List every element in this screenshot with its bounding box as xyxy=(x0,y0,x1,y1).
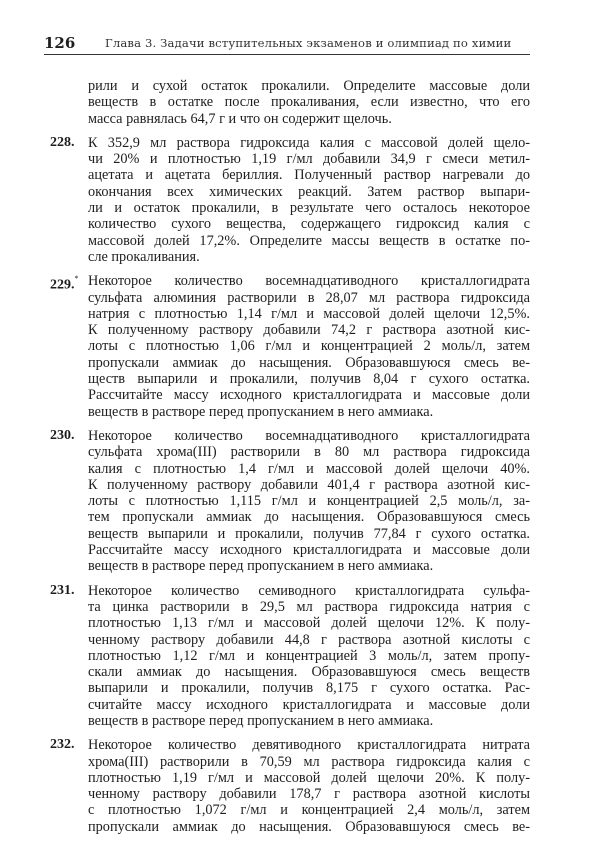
problem-number xyxy=(50,428,86,444)
text-line: веществ в растворе перед пропусканием в него аммиака. xyxy=(88,403,434,420)
text-line: Рассчитайте массу исходного кристаллогидрата и массовые доли xyxy=(88,542,530,559)
text-line: веществ выпарили и прокалили, получив 77,84 г сухого остатка. xyxy=(88,525,530,542)
problem-number-text: 231. xyxy=(50,582,75,598)
difficulty-mark: * xyxy=(74,274,79,284)
problem-number xyxy=(50,135,86,151)
problem-228 xyxy=(0,135,600,265)
text-line: массовой долей 17,2%. Определите массы веществ в остатке по- xyxy=(88,232,530,249)
text-line: пропускали аммиак до насыщения. Образовавшуюся смесь ве- xyxy=(88,818,530,835)
text-line: калия с плотностью 1,4 г/мл и массовой долей щелочи 40%. xyxy=(88,460,530,477)
text-line: выпарили и прокалили, получив 8,175 г сухого остатка. Рас- xyxy=(88,680,530,697)
chapter-title: Глава 3. Задачи вступительных экзаменов и олимпиад по химии xyxy=(105,36,512,50)
text-line: сульфата алюминия растворили в 28,07 мл раствора гидроксида xyxy=(88,289,530,306)
text-line: Некоторое количество девятиводного кристаллогидрата нитрата xyxy=(88,737,530,754)
text-line: плотностью 1,13 г/мл и массовой долей щелочи 12%. К полу- xyxy=(88,615,530,632)
text-line: сле прокаливания. xyxy=(88,248,200,265)
problem-number-text: 228. xyxy=(50,134,75,150)
problem-230 xyxy=(0,428,600,575)
problem-number xyxy=(50,737,86,753)
problem-232 xyxy=(0,737,600,835)
text-line: хрома(III) растворили в 70,59 мл раствора гидроксида калия с xyxy=(88,753,530,770)
text-line: рили и сухой остаток прокалили. Определите массовые доли xyxy=(88,78,530,94)
text-line: тем пропускали аммиак до насыщения. Образовавшуюся смесь xyxy=(88,509,530,526)
text-line: К полученному раствору добавили 401,4 г раствора азотной кис- xyxy=(88,476,530,493)
text-line: лоты с плотностью 1,06 г/мл и концентрацией 2 моль/л, затем xyxy=(88,338,530,355)
text-line: с плотностью 1,072 г/мл и концентрацией 2,4 моль/л, затем xyxy=(88,802,530,819)
text-line: ществ выпарили и прокалили, получив 8,04 г сухого остатка. xyxy=(88,371,530,388)
text-line: ли и остаток прокалили, в результате чего осталось некоторое xyxy=(88,200,530,217)
text-line: веществ в растворе перед пропусканием в него аммиака. xyxy=(88,712,434,729)
text-line: пропускали аммиак до насыщения. Образовавшуюся смесь ве- xyxy=(88,354,530,371)
text-line: веществ в остатке после прокаливания, если известно, что его xyxy=(88,94,530,111)
text-line: окончания всех химических реакций. Затем раствор выпари- xyxy=(88,183,530,200)
continued-paragraph xyxy=(0,78,600,127)
text-line: Некоторое количество восемнадцативодного кристаллогидрата xyxy=(88,273,530,290)
text-line: натрия с плотностью 1,14 г/мл и массовой долей щелочи 12,5%. xyxy=(88,305,530,322)
text-line: ацетата и ацетата бериллия. Полученный раствор нагревали до xyxy=(88,167,530,184)
text-line: считайте массу исходного кристаллогидрата и массовые доли xyxy=(88,696,530,713)
text-line: количество сухого вещества, содержащего гидроксид калия с xyxy=(88,216,530,233)
problem-231 xyxy=(0,583,600,730)
text-line: ченному раствору добавили 44,8 г раствора азотной кислоты с xyxy=(88,631,530,648)
page-body xyxy=(0,78,600,843)
text-line: сульфата хрома(III) растворили в 80 мл раствора гидроксида xyxy=(88,444,530,461)
problem-number-text: 230. xyxy=(50,427,75,443)
running-header xyxy=(44,34,530,55)
text-line: скали аммиак до насыщения. Образовавшуюся смесь веществ xyxy=(88,664,530,681)
problem-229 xyxy=(0,273,600,420)
text-line: Рассчитайте массу исходного кристаллогидрата и массовые доли xyxy=(88,387,530,404)
text-line: лоты с плотностью 1,115 г/мл и концентрацией 2,5 моль/л, за- xyxy=(88,493,530,510)
page-number: 126 xyxy=(44,34,76,52)
text-line: Некоторое количество семиводного кристаллогидрата сульфа- xyxy=(88,582,530,599)
text-line: масса равнялась 64,7 г и что он содержит щелочь. xyxy=(88,110,392,127)
problem-number-text: 229. xyxy=(50,277,75,293)
text-line: ченному раствору добавили 178,7 г раствора азотной кислоты xyxy=(88,786,530,803)
text-line: чи 20% и плотностью 1,19 г/мл добавили 34,9 г смеси метил- xyxy=(88,151,530,168)
text-line: плотностью 1,19 г/мл и массовой долей щелочи 20%. К полу- xyxy=(88,769,530,786)
text-line: та цинка растворили в 29,5 мл раствора гидроксида натрия с xyxy=(88,598,530,615)
problem-number xyxy=(50,583,86,599)
text-line: плотностью 1,12 г/мл и концентрацией 3 моль/л, затем пропу- xyxy=(88,647,530,664)
problem-number-text: 232. xyxy=(50,737,75,753)
text-line: К полученному раствору добавили 74,2 г раствора азотной кис- xyxy=(88,322,530,339)
text-line: веществ в растворе перед пропусканием в него аммиака. xyxy=(88,558,434,575)
text-line: Некоторое количество восемнадцативодного кристаллогидрата xyxy=(88,427,530,444)
text-line: К 352,9 мл раствора гидроксида калия с массовой долей щело- xyxy=(88,134,530,151)
problem-number xyxy=(50,273,86,294)
